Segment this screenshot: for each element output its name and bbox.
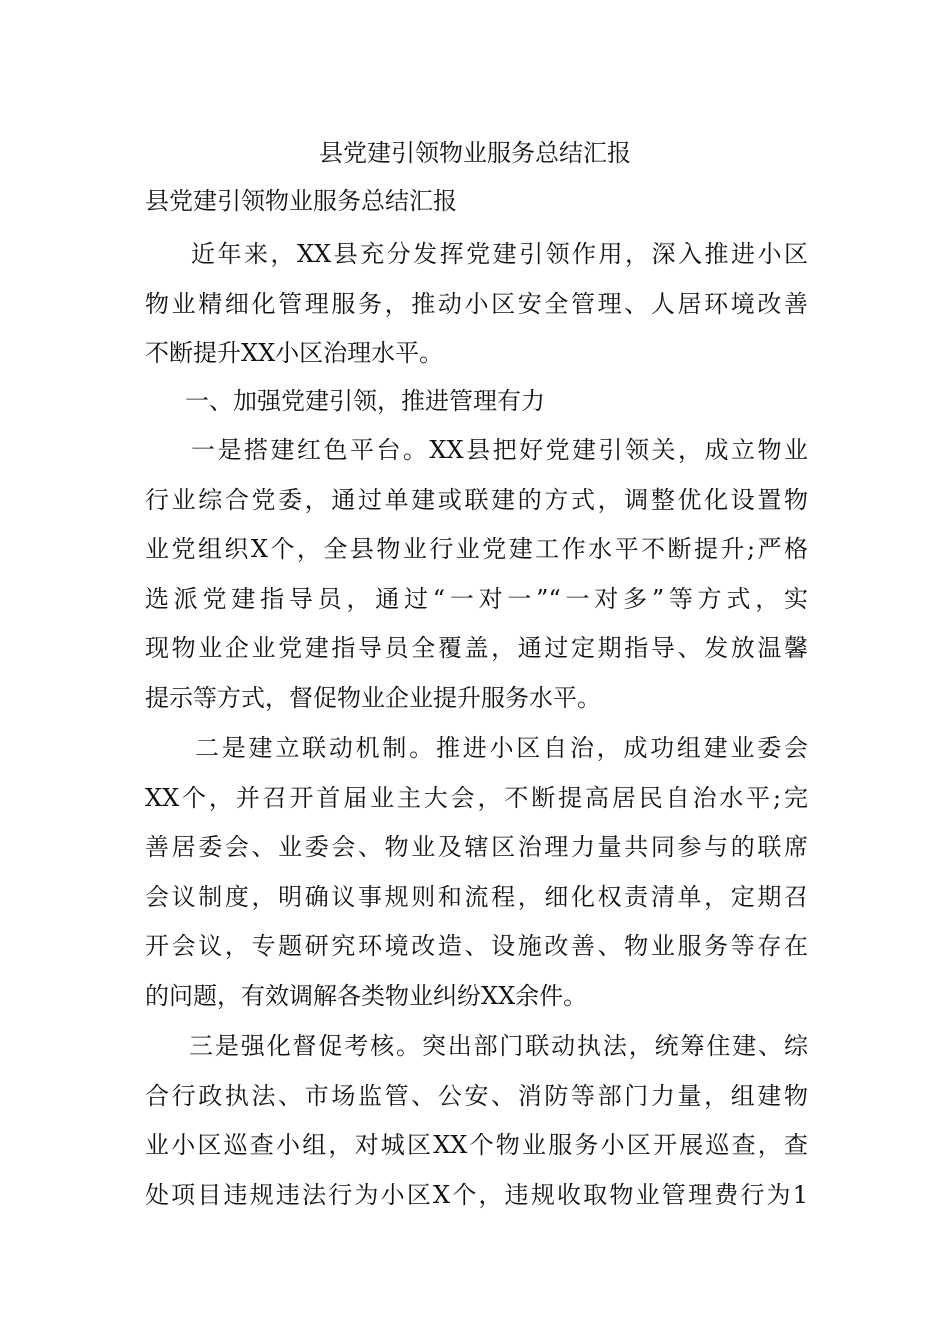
paragraph-linkage-mechanism bbox=[145, 724, 808, 1021]
paragraph-line: 一是搭建红色平台。XX县把好党建引领关，成立物业 bbox=[191, 436, 808, 464]
document-title: 县党建引领物业服务总结汇报 bbox=[319, 139, 631, 167]
paragraph-line: 会议制度，明确议事规则和流程，细化权责清单，定期召 bbox=[145, 882, 808, 911]
paragraph-intro bbox=[145, 230, 808, 379]
paragraph-line: 业党组织X个，全县物业行业党建工作水平不断提升;严格 bbox=[145, 535, 808, 563]
section-heading-text: 一、加强党建引领，推进管理有力 bbox=[185, 387, 545, 415]
paragraph-line: 处项目违规违法行为小区X个，违规收取物业管理费行为1 bbox=[145, 1180, 808, 1209]
paragraph-line: 物业精细化管理服务，推动小区安全管理、人居环境改善 bbox=[145, 289, 808, 318]
paragraph-line: 现物业企业党建指导员全覆盖，通过定期指导、发放温馨 bbox=[145, 634, 808, 662]
paragraph-line: 三是强化督促考核。突出部门联动执法，统筹住建、综 bbox=[189, 1032, 808, 1060]
paragraph-line: 开会议，专题研究环境改造、设施改善、物业服务等存在 bbox=[145, 932, 808, 960]
document-subtitle: 县党建引领物业服务总结汇报 bbox=[145, 187, 457, 215]
paragraph-line: 业小区巡查小组，对城区XX个物业服务小区开展巡查，查 bbox=[145, 1131, 808, 1159]
paragraph-line: 行业综合党委，通过单建或联建的方式，调整优化设置物 bbox=[145, 485, 808, 514]
paragraph-line: 的问题，有效调解各类物业纠纷XX余件。 bbox=[145, 981, 588, 1010]
paragraph-line: 二是建立联动机制。推进小区自治，成功组建业委会 bbox=[195, 734, 808, 762]
paragraph-line: 不断提升XX小区治理水平。 bbox=[145, 339, 444, 367]
section-heading bbox=[145, 377, 808, 427]
paragraph-line: 提示等方式，督促物业企业提升服务水平。 bbox=[145, 683, 601, 712]
paragraph-line: 选派党建指导员，通过“一对一”“一对多”等方式，实 bbox=[145, 584, 808, 613]
paragraph-line: 合行政执法、市场监管、公安、消防等部门力量，组建物 bbox=[145, 1081, 808, 1110]
paragraph-line: 近年来，XX县充分发挥党建引领作用，深入推进小区 bbox=[191, 240, 808, 268]
paragraph-line: 善居委会、业委会、物业及辖区治理力量共同参与的联席 bbox=[145, 833, 808, 861]
paragraph-supervision bbox=[145, 1022, 808, 1220]
paragraph-line: XX个，并召开首届业主大会，不断提高居民自治水平;完 bbox=[145, 783, 808, 812]
paragraph-red-platform bbox=[145, 426, 808, 723]
